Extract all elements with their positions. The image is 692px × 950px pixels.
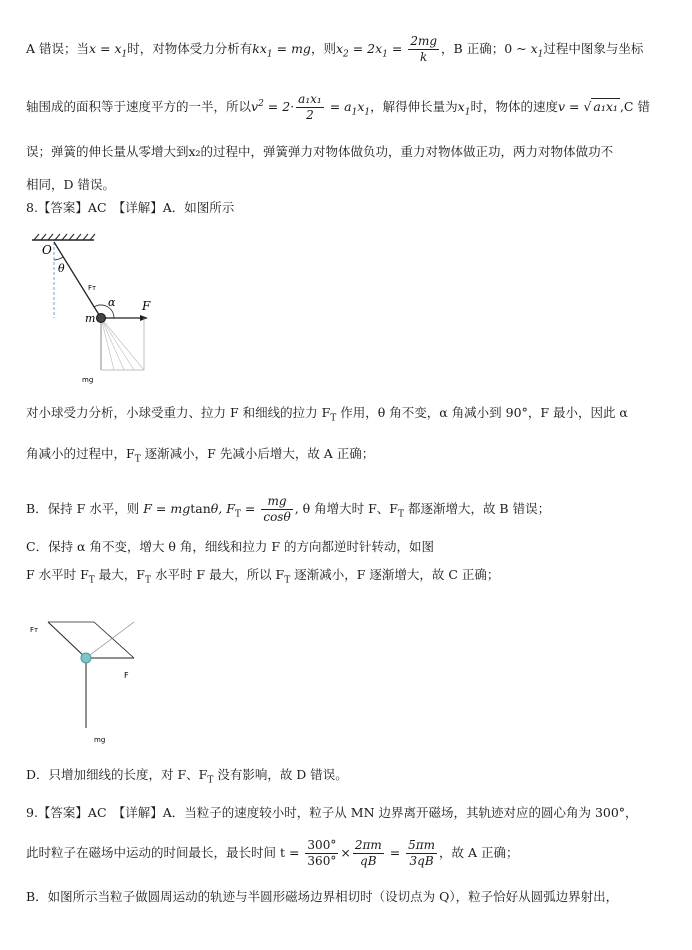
label-F-2: F (124, 671, 129, 680)
force-fan-lines (101, 318, 144, 370)
paragraph-2 (26, 92, 650, 123)
label-FT: Fᴛ (88, 284, 97, 292)
fraction-300-360: $\frac{300^\circ}{360^\circ}$ (307, 838, 337, 868)
math-x1: $x_1$ (530, 41, 544, 60)
text: ,C 错 (619, 99, 650, 114)
math-x: $x = x_1$ (89, 41, 128, 60)
math-kx: $kx_1$ = mg (252, 41, 311, 60)
label-mg-2: mg (94, 736, 106, 744)
rotated-force-diagram (26, 610, 156, 750)
q9-line3: B．如图所示当粒子做圆周运动的轨迹与半圆形磁场边界相切时（设切点为 Q），粒子恰好从圆弧边界射出， (26, 889, 619, 904)
math-v-sqrt: v = √ a₁x₁ (557, 99, 618, 114)
label-O: O (42, 243, 52, 257)
math-x1b: $x_1$ (457, 99, 471, 118)
text: ，解得伸长量为 (370, 99, 458, 114)
text: 轴围成的面积等于速度平方的一半，所以 (26, 99, 252, 114)
F-diagonal (86, 622, 134, 658)
text: 时，对物体受力分析有 (127, 41, 253, 56)
text: 时，物体的速度 (470, 99, 558, 114)
text: ，B 正确；0 ~ (441, 41, 531, 56)
q8-C-line2: F 水平时 $F_T$ 最大，$F_T$ 水平时 F 最大，所以 $F_T$ 逐渐减小，F 逐渐增大，故 C 正确； (26, 567, 500, 586)
label-alpha: α (108, 296, 116, 309)
q8-D-line: D．只增加细线的长度，对 F、$F_T$ 没有影响，故 D 错误。 (26, 767, 348, 786)
label-m: m (85, 312, 96, 325)
text: A 错误；当 (26, 41, 90, 56)
math-a1x1: = $a_1x_1$ (325, 99, 371, 118)
q8-C-line1: C．保持 α 角不变，增大 θ 角，细线和拉力 F 的方向都逆时针转动，如图 (26, 539, 435, 554)
paragraph-4: 相同，D 错误。 (26, 177, 115, 192)
ball-2 (81, 653, 91, 663)
q8-B-line: B．保持 F 水平，则 F = mgtanθ, $F_T$ = $\frac{mg}{\cos\theta}$ , θ 角增大时 F、$F_T$ 都逐渐增大，故 B 错误； (26, 494, 551, 524)
label-FT-2: Fᴛ (30, 626, 39, 634)
text: 过程中图象与坐标 (543, 41, 644, 56)
q8-A-line1: 对小球受力分析，小球受重力、拉力 F 和细线的拉力 $F_T$ 作用，θ 角不变，α 角减小到 90°，F 最小，因此 α (26, 405, 628, 424)
fraction-2pim-qB: $\frac{2\pi m}{qB}$ (354, 838, 382, 868)
fraction-mg-cos: $\frac{mg}{\cos\theta}$ (263, 494, 291, 524)
q8-A-line2: 角减小的过程中，$F_T$ 逐渐减小，F 先减小后增大，故 A 正确； (26, 446, 375, 465)
fraction-5pim-3qB: $\frac{5\pi m}{3qB}$ (408, 838, 436, 868)
ceiling-hatch (34, 234, 95, 240)
ball (97, 314, 106, 323)
math-v2: $v^2 = 2\cdot$ (251, 98, 295, 114)
paragraph-1 (26, 34, 643, 65)
parallelogram-side (94, 622, 134, 658)
math-x2: $x_2 = 2x_1$ = (335, 41, 407, 60)
paragraph-3: 误；弹簧的伸长量从零增大到x₂的过程中，弹簧弹力对物体做负功，重力对物体做正功，两力对物体做功不 (26, 144, 614, 159)
fraction-2mg-k: $\frac{2mg}{k}$ (410, 34, 438, 64)
pendulum-force-diagram (22, 230, 192, 390)
label-mg: mg (82, 376, 94, 384)
FT-vector (48, 622, 86, 658)
fraction-a1x1-2: $\frac{\text{a₁x₁}}{2}$ (298, 92, 322, 122)
q9-line2: 此时粒子在磁场中运动的时间最长，最长时间 t = $\frac{300^\circ}{360^\circ}$ × $\frac{2\pi m}{qB}$ = $\frac{5\pi m}{3qB}$ ，故 A 正确； (26, 838, 519, 868)
q9-line1: 9.【答案】AC 【详解】A．当粒子的速度较小时，粒子从 MN 边界离开磁场，其轨迹对应的圆心角为 300°， (26, 805, 638, 820)
question-8-heading: 8.【答案】AC 【详解】A．如图所示 (26, 200, 235, 215)
theta-arc (54, 257, 63, 260)
label-F: F (142, 299, 151, 313)
label-theta: θ (58, 262, 65, 275)
text: ，则 (310, 41, 336, 56)
